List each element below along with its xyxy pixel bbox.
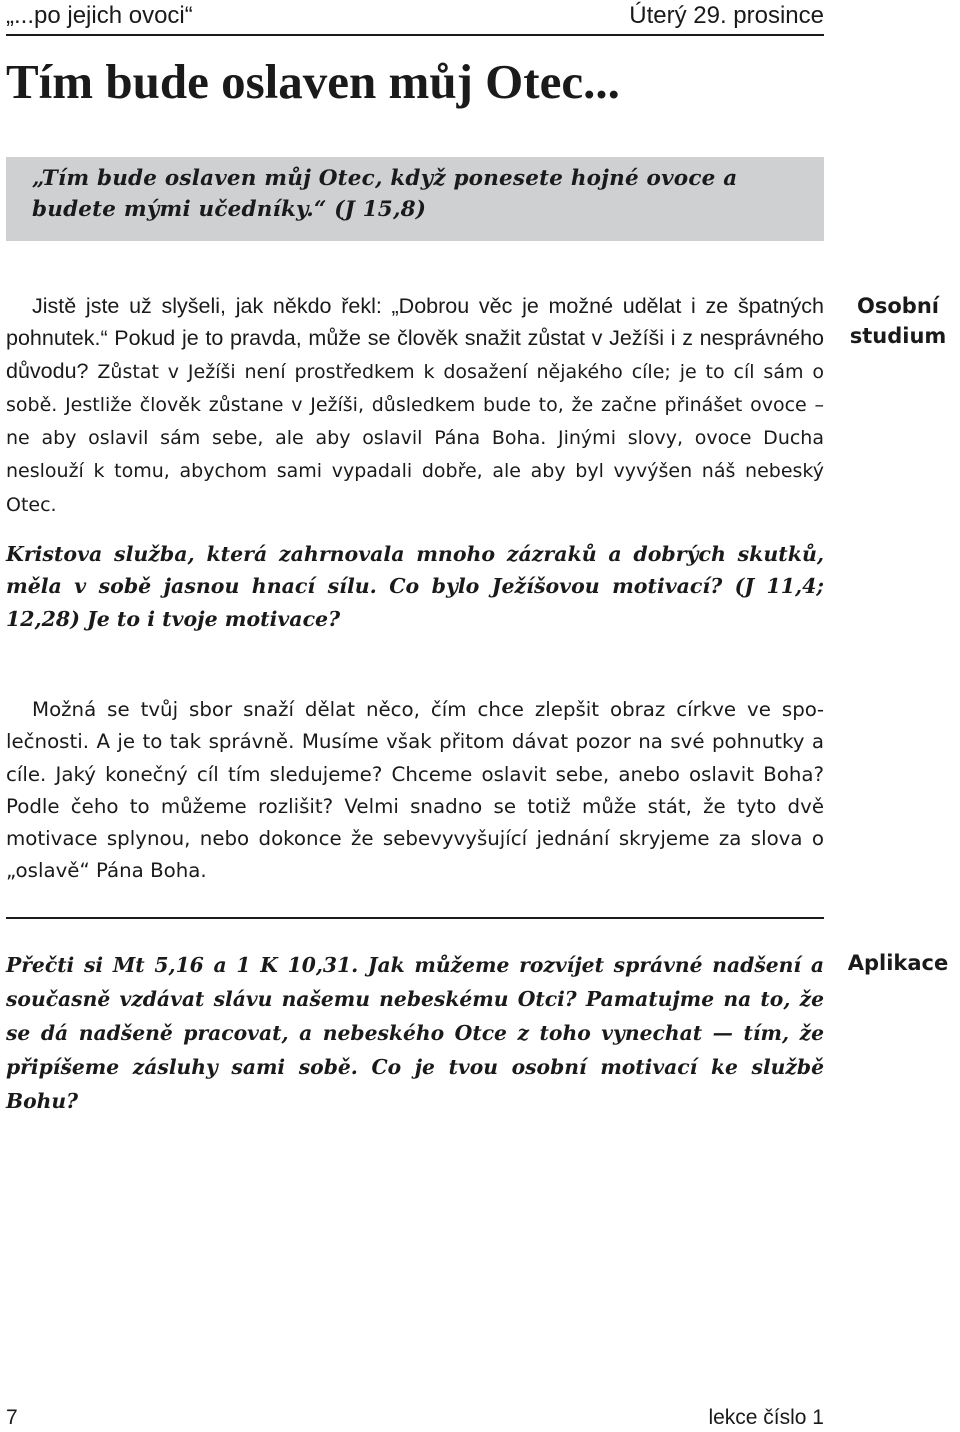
intro-text-part: Zůstat v Ježíši není prostředkem k dosažení nějakého cíle; je to cíl sám o sobě.	[6, 360, 824, 416]
application-text: Přečti si Mt 5,16 a 1 K 10,31. Jak můžeme rozvíjet správné nadšení a současně vzdávat slávu našemu nebeskému Otci? Pamatujme na to, že se dá nadšeně pracovat, a nebeského Otce z toho vynechat — tím, že připíšeme zásluhy sami sobě. Co je tvou osobní motivací ke službě Bohu?	[6, 953, 824, 1113]
section-label-line: Osobní	[857, 294, 939, 318]
section-label-line: studium	[849, 324, 947, 348]
memory-verse-text: „Tím bude oslaven můj Otec, když ponesete hojné ovoce a budete mými učedníky.“ (J 15,8)	[32, 166, 738, 222]
running-head-date: Úterý 29. prosince	[629, 2, 824, 29]
section-divider	[6, 917, 824, 919]
lesson-label: lekce číslo 1	[708, 1406, 824, 1429]
intro-text-part: Jistě jste už slyšeli, jak někdo řekl: „Dobrou věc je možné udělat i ze špatných pohnutek.“ Pokud je to pravda, může se člověk snažit zůstat v Ježíši i z nesprávného důvodu?	[6, 294, 824, 383]
section-label-personal-study	[836, 291, 960, 351]
page-title: Tím bude oslaven můj Otec...	[6, 54, 620, 109]
intro-text-part: Jestliže člověk zůstane v Ježíši, důsledkem bude to, že začne přinášet ovoce – ne aby oslavil sám sebe, ale aby oslavil Pána Boha. Jinými slovy, ovoce Ducha neslouží k tomu, abychom sami vypadali dobře, ale aby byl vyvýšen náš nebeský Otec.	[6, 393, 824, 516]
page-number: 7	[6, 1406, 18, 1429]
page-header	[6, 0, 824, 36]
study-question: Kristova služba, která zahrnovala mnoho zázraků a dobrých skutků, měla v sobě jasnou hnací sílu. Co bylo Ježíšovou motivací? (J 11,4; 12,28) Je to i tvoje motivace?	[6, 542, 824, 631]
intro-paragraph	[6, 290, 824, 521]
running-head-series: „...po jejich ovoci“	[6, 2, 193, 29]
memory-verse-box	[6, 157, 824, 241]
body-paragraph: Možná se tvůj sbor snaží dělat něco, čím chce zlepšit obraz církve ve společnosti. A je to tak správně. Musíme však přitom dávat pozor na své pohnutky a cíle. Jaký konečný cíl tím sledujeme? Chceme oslavit sebe, anebo oslavit Boha? Podle čeho to můžeme rozlišit? Velmi snadno se totiž může stát, že tyto dvě motivace splynou, nebo dokonce že sebevyvyšující jednání skryjeme za slova o „oslavě“ Pána Boha.	[6, 698, 824, 883]
section-label-application: Aplikace	[847, 951, 949, 975]
